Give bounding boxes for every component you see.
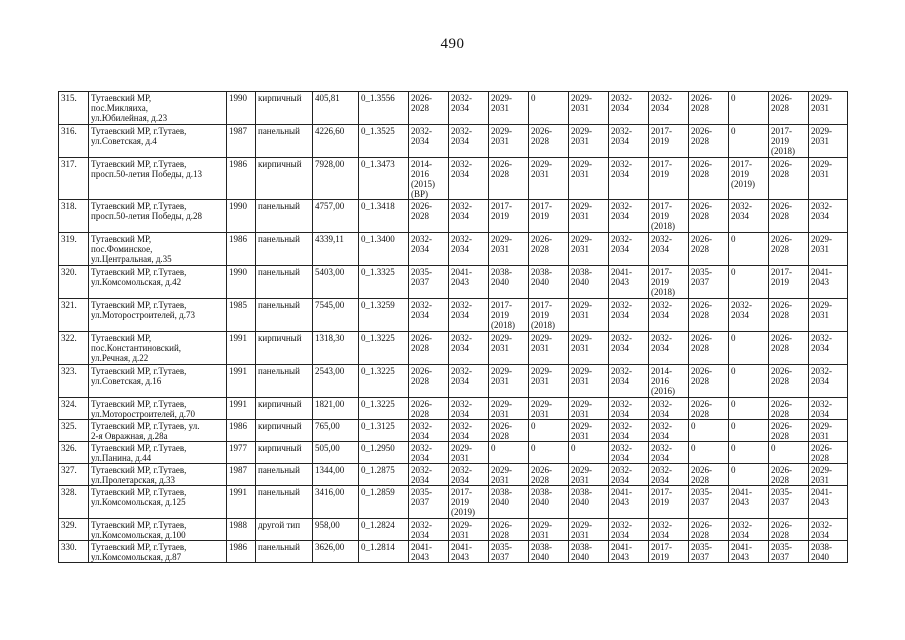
table-row (59, 420, 848, 442)
cell-period-2: 2032- 2034 (449, 158, 489, 200)
cell-period-2: 2032- 2034 (449, 365, 489, 398)
cell-period-6: 2032- 2034 (609, 332, 649, 365)
cell-period-9: 0 (729, 332, 769, 365)
cell-wall-type: кирпичный (256, 92, 313, 125)
cell-period-11: 2029- 2031 (809, 158, 848, 200)
cell-code: 0_1.3325 (359, 266, 409, 299)
cell-row-number: 317. (59, 158, 89, 200)
cell-address: Тутаевский МР, г.Тутаев, ул.Комсомольская, д.42 (89, 266, 227, 299)
cell-period-5: 0 (569, 442, 609, 464)
cell-address: Тутаевский МР, г.Тутаев, ул.Моторостроителей, д.73 (89, 299, 227, 332)
cell-period-2: 2032- 2034 (449, 233, 489, 266)
cell-period-2: 2032- 2034 (449, 464, 489, 486)
cell-period-6: 2032- 2034 (609, 200, 649, 233)
cell-area: 5403,00 (313, 266, 359, 299)
cell-row-number: 320. (59, 266, 89, 299)
cell-wall-type: панельный (256, 233, 313, 266)
cell-period-5: 2029- 2031 (569, 365, 609, 398)
cell-period-7: 2032- 2034 (649, 299, 689, 332)
cell-period-8: 2026- 2028 (689, 365, 729, 398)
cell-code: 0_1.3556 (359, 92, 409, 125)
cell-period-2: 2029- 2031 (449, 519, 489, 541)
cell-period-11: 2026- 2028 (809, 442, 848, 464)
cell-period-4: 2029- 2031 (529, 332, 569, 365)
cell-code: 0_1.3418 (359, 200, 409, 233)
cell-period-7: 2017- 2019 (2018) (649, 266, 689, 299)
cell-period-4: 0 (529, 442, 569, 464)
cell-period-8: 2026- 2028 (689, 464, 729, 486)
cell-period-8: 2026- 2028 (689, 299, 729, 332)
cell-period-4: 2029- 2031 (529, 365, 569, 398)
cell-period-11: 2032- 2034 (809, 332, 848, 365)
cell-wall-type: кирпичный (256, 158, 313, 200)
cell-row-number: 324. (59, 398, 89, 420)
cell-period-3: 2035- 2037 (489, 541, 529, 563)
cell-row-number: 322. (59, 332, 89, 365)
cell-period-2: 2041- 2043 (449, 266, 489, 299)
cell-period-4: 2026- 2028 (529, 464, 569, 486)
cell-period-1: 2026- 2028 (409, 332, 449, 365)
cell-wall-type: панельный (256, 200, 313, 233)
cell-period-8: 2026- 2028 (689, 233, 729, 266)
cell-year: 1990 (227, 92, 256, 125)
cell-period-10: 2026- 2028 (769, 92, 809, 125)
cell-area: 3416,00 (313, 486, 359, 519)
table-row (59, 233, 848, 266)
cell-period-2: 2032- 2034 (449, 420, 489, 442)
cell-period-6: 2032- 2034 (609, 519, 649, 541)
cell-period-10: 2026- 2028 (769, 299, 809, 332)
cell-period-1: 2041- 2043 (409, 541, 449, 563)
cell-period-8: 2026- 2028 (689, 398, 729, 420)
cell-period-8: 2026- 2028 (689, 125, 729, 158)
cell-row-number: 315. (59, 92, 89, 125)
cell-period-6: 2032- 2034 (609, 299, 649, 332)
cell-period-2: 2032- 2034 (449, 200, 489, 233)
cell-area: 765,00 (313, 420, 359, 442)
cell-period-4: 2038- 2040 (529, 266, 569, 299)
cell-period-9: 2041- 2043 (729, 541, 769, 563)
cell-code: 0_1.3125 (359, 420, 409, 442)
cell-period-3: 2029- 2031 (489, 365, 529, 398)
cell-period-9: 2032- 2034 (729, 299, 769, 332)
cell-area: 7928,00 (313, 158, 359, 200)
cell-period-5: 2029- 2031 (569, 158, 609, 200)
cell-wall-type: кирпичный (256, 420, 313, 442)
cell-period-4: 0 (529, 420, 569, 442)
cell-period-5: 2029- 2031 (569, 398, 609, 420)
cell-wall-type: кирпичный (256, 398, 313, 420)
cell-period-9: 0 (729, 398, 769, 420)
cell-address: Тутаевский МР, пос.Константиновский, ул.Речная, д.22 (89, 332, 227, 365)
cell-row-number: 325. (59, 420, 89, 442)
cell-period-3: 2026- 2028 (489, 519, 529, 541)
cell-period-6: 2041- 2043 (609, 266, 649, 299)
cell-code: 0_1.2950 (359, 442, 409, 464)
cell-wall-type: панельный (256, 365, 313, 398)
cell-period-1: 2035- 2037 (409, 486, 449, 519)
cell-period-9: 2017- 2019 (2019) (729, 158, 769, 200)
cell-period-4: 2029- 2031 (529, 398, 569, 420)
table-body (59, 92, 848, 563)
cell-area: 4339,11 (313, 233, 359, 266)
cell-period-1: 2032- 2034 (409, 125, 449, 158)
cell-period-11: 2032- 2034 (809, 365, 848, 398)
cell-period-1: 2026- 2028 (409, 200, 449, 233)
cell-period-1: 2026- 2028 (409, 365, 449, 398)
table-row (59, 486, 848, 519)
cell-area: 4757,00 (313, 200, 359, 233)
cell-period-11: 2029- 2031 (809, 233, 848, 266)
cell-period-10: 2035- 2037 (769, 541, 809, 563)
cell-row-number: 329. (59, 519, 89, 541)
cell-address: Тутаевский МР, пос.Фоминское, ул.Центральная, д.35 (89, 233, 227, 266)
cell-area: 1344,00 (313, 464, 359, 486)
cell-period-6: 2032- 2034 (609, 398, 649, 420)
cell-period-1: 2014- 2016 (2015) (ВР) (409, 158, 449, 200)
cell-wall-type: кирпичный (256, 332, 313, 365)
cell-period-11: 2032- 2034 (809, 398, 848, 420)
cell-period-2: 2017- 2019 (2019) (449, 486, 489, 519)
cell-period-3: 0 (489, 442, 529, 464)
cell-period-10: 2017- 2019 (2018) (769, 125, 809, 158)
cell-period-1: 2035- 2037 (409, 266, 449, 299)
cell-year: 1991 (227, 398, 256, 420)
cell-period-6: 2032- 2034 (609, 233, 649, 266)
cell-period-4: 2038- 2040 (529, 486, 569, 519)
cell-code: 0_1.3525 (359, 125, 409, 158)
cell-period-3: 2029- 2031 (489, 92, 529, 125)
cell-year: 1987 (227, 464, 256, 486)
cell-code: 0_1.3400 (359, 233, 409, 266)
page-number: 490 (440, 36, 465, 52)
cell-period-9: 0 (729, 266, 769, 299)
cell-row-number: 326. (59, 442, 89, 464)
table-row (59, 519, 848, 541)
cell-period-10: 2026- 2028 (769, 519, 809, 541)
cell-wall-type: панельный (256, 541, 313, 563)
cell-row-number: 328. (59, 486, 89, 519)
table-row (59, 299, 848, 332)
cell-period-2: 2032- 2034 (449, 299, 489, 332)
cell-address: Тутаевский МР, пос.Микляиха, ул.Юбилейная, д.23 (89, 92, 227, 125)
cell-area: 4226,60 (313, 125, 359, 158)
cell-period-1: 2032- 2034 (409, 299, 449, 332)
cell-area: 505,00 (313, 442, 359, 464)
cell-period-4: 0 (529, 92, 569, 125)
houses-table (58, 91, 848, 563)
cell-address: Тутаевский МР, г.Тутаев, просп.50-летия Победы, д.28 (89, 200, 227, 233)
cell-period-10: 2035- 2037 (769, 486, 809, 519)
cell-period-5: 2038- 2040 (569, 266, 609, 299)
cell-period-6: 2032- 2034 (609, 464, 649, 486)
cell-year: 1990 (227, 200, 256, 233)
cell-period-4: 2029- 2031 (529, 519, 569, 541)
cell-period-8: 2026- 2028 (689, 200, 729, 233)
cell-period-3: 2017- 2019 (489, 200, 529, 233)
cell-period-7: 2017- 2019 (649, 125, 689, 158)
cell-period-11: 2038- 2040 (809, 541, 848, 563)
cell-period-3: 2029- 2031 (489, 233, 529, 266)
cell-code: 0_1.2875 (359, 464, 409, 486)
cell-year: 1986 (227, 420, 256, 442)
cell-period-2: 2032- 2034 (449, 92, 489, 125)
cell-row-number: 330. (59, 541, 89, 563)
cell-period-9: 0 (729, 92, 769, 125)
cell-period-5: 2029- 2031 (569, 332, 609, 365)
cell-period-10: 2026- 2028 (769, 464, 809, 486)
cell-period-7: 2017- 2019 (2018) (649, 200, 689, 233)
cell-period-5: 2029- 2031 (569, 519, 609, 541)
cell-period-5: 2029- 2031 (569, 92, 609, 125)
cell-period-11: 2029- 2031 (809, 420, 848, 442)
cell-wall-type: панельный (256, 299, 313, 332)
cell-period-4: 2017- 2019 (2018) (529, 299, 569, 332)
cell-period-8: 2035- 2037 (689, 266, 729, 299)
cell-period-1: 2032- 2034 (409, 464, 449, 486)
cell-area: 7545,00 (313, 299, 359, 332)
cell-period-4: 2026- 2028 (529, 125, 569, 158)
cell-period-9: 0 (729, 442, 769, 464)
cell-period-8: 2026- 2028 (689, 332, 729, 365)
cell-period-3: 2029- 2031 (489, 125, 529, 158)
cell-period-1: 2026- 2028 (409, 92, 449, 125)
cell-period-3: 2026- 2028 (489, 158, 529, 200)
cell-period-4: 2038- 2040 (529, 541, 569, 563)
table-row (59, 442, 848, 464)
cell-code: 0_1.3259 (359, 299, 409, 332)
cell-wall-type: панельный (256, 125, 313, 158)
cell-address: Тутаевский МР, г.Тутаев, ул.Советская, д.16 (89, 365, 227, 398)
cell-period-10: 2026- 2028 (769, 200, 809, 233)
cell-period-10: 2026- 2028 (769, 420, 809, 442)
cell-period-5: 2029- 2031 (569, 299, 609, 332)
cell-period-5: 2038- 2040 (569, 486, 609, 519)
cell-row-number: 327. (59, 464, 89, 486)
cell-code: 0_1.3225 (359, 332, 409, 365)
cell-period-6: 2032- 2034 (609, 92, 649, 125)
cell-period-2: 2032- 2034 (449, 332, 489, 365)
cell-year: 1986 (227, 233, 256, 266)
cell-period-9: 0 (729, 125, 769, 158)
cell-period-10: 2026- 2028 (769, 365, 809, 398)
cell-wall-type: панельный (256, 464, 313, 486)
cell-period-5: 2038- 2040 (569, 541, 609, 563)
cell-row-number: 321. (59, 299, 89, 332)
cell-period-5: 2029- 2031 (569, 464, 609, 486)
table-row (59, 200, 848, 233)
table-row (59, 332, 848, 365)
cell-row-number: 316. (59, 125, 89, 158)
cell-address: Тутаевский МР, г.Тутаев, ул.Пролетарская, д.33 (89, 464, 227, 486)
cell-period-8: 2026- 2028 (689, 519, 729, 541)
cell-period-3: 2038- 2040 (489, 266, 529, 299)
cell-period-6: 2032- 2034 (609, 125, 649, 158)
cell-period-4: 2029- 2031 (529, 158, 569, 200)
cell-period-1: 2032- 2034 (409, 233, 449, 266)
cell-area: 1821,00 (313, 398, 359, 420)
cell-period-4: 2026- 2028 (529, 233, 569, 266)
cell-period-7: 2017- 2019 (649, 158, 689, 200)
cell-period-8: 2035- 2037 (689, 486, 729, 519)
table-row (59, 365, 848, 398)
table-row (59, 464, 848, 486)
cell-address: Тутаевский МР, г.Тутаев, ул.Комсомольская, д.125 (89, 486, 227, 519)
cell-address: Тутаевский МР, г.Тутаев, ул.Комсомольская, д.100 (89, 519, 227, 541)
cell-period-7: 2032- 2034 (649, 233, 689, 266)
cell-address: Тутаевский МР, г.Тутаев, просп.50-летия Победы, д.13 (89, 158, 227, 200)
cell-year: 1991 (227, 332, 256, 365)
cell-period-2: 2032- 2034 (449, 125, 489, 158)
cell-period-3: 2017- 2019 (2018) (489, 299, 529, 332)
table-row (59, 541, 848, 563)
cell-period-11: 2029- 2031 (809, 125, 848, 158)
cell-period-9: 2032- 2034 (729, 519, 769, 541)
cell-period-3: 2029- 2031 (489, 332, 529, 365)
cell-period-11: 2041- 2043 (809, 486, 848, 519)
cell-wall-type: кирпичный (256, 442, 313, 464)
cell-area: 3626,00 (313, 541, 359, 563)
cell-code: 0_1.2859 (359, 486, 409, 519)
cell-period-11: 2032- 2034 (809, 200, 848, 233)
cell-address: Тутаевский МР, г.Тутаев, ул.Комсомольская, д.87 (89, 541, 227, 563)
cell-year: 1991 (227, 486, 256, 519)
cell-period-8: 0 (689, 442, 729, 464)
cell-year: 1990 (227, 266, 256, 299)
cell-address: Тутаевский МР, г.Тутаев, ул. 2-я Овражная, д.28а (89, 420, 227, 442)
cell-period-8: 2026- 2028 (689, 158, 729, 200)
cell-period-9: 0 (729, 464, 769, 486)
cell-year: 1988 (227, 519, 256, 541)
cell-period-7: 2017- 2019 (649, 486, 689, 519)
cell-period-10: 2026- 2028 (769, 233, 809, 266)
cell-year: 1977 (227, 442, 256, 464)
cell-period-6: 2032- 2034 (609, 158, 649, 200)
cell-period-2: 2041- 2043 (449, 541, 489, 563)
cell-period-8: 2026- 2028 (689, 92, 729, 125)
table-row (59, 398, 848, 420)
cell-period-7: 2014- 2016 (2016) (649, 365, 689, 398)
cell-code: 0_1.3473 (359, 158, 409, 200)
cell-period-7: 2032- 2034 (649, 398, 689, 420)
table-row (59, 92, 848, 125)
cell-period-10: 2026- 2028 (769, 398, 809, 420)
cell-period-1: 2032- 2034 (409, 519, 449, 541)
cell-period-8: 2035- 2037 (689, 541, 729, 563)
cell-period-7: 2032- 2034 (649, 92, 689, 125)
cell-period-11: 2029- 2031 (809, 92, 848, 125)
cell-period-6: 2032- 2034 (609, 442, 649, 464)
cell-address: Тутаевский МР, г.Тутаев, ул.Моторостроителей, д.70 (89, 398, 227, 420)
cell-period-1: 2032- 2034 (409, 420, 449, 442)
cell-wall-type: панельный (256, 266, 313, 299)
cell-period-7: 2032- 2034 (649, 332, 689, 365)
cell-period-3: 2029- 2031 (489, 398, 529, 420)
cell-year: 1986 (227, 158, 256, 200)
cell-period-3: 2026- 2028 (489, 420, 529, 442)
cell-area: 1318,30 (313, 332, 359, 365)
cell-period-10: 2026- 2028 (769, 158, 809, 200)
cell-period-9: 2032- 2034 (729, 200, 769, 233)
cell-period-9: 0 (729, 365, 769, 398)
cell-address: Тутаевский МР, г.Тутаев, ул.Советская, д.4 (89, 125, 227, 158)
cell-address: Тутаевский МР, г.Тутаев, ул.Панина, д.44 (89, 442, 227, 464)
cell-row-number: 323. (59, 365, 89, 398)
cell-period-7: 2032- 2034 (649, 464, 689, 486)
cell-row-number: 319. (59, 233, 89, 266)
cell-period-7: 2032- 2034 (649, 420, 689, 442)
cell-period-2: 2029- 2031 (449, 442, 489, 464)
cell-row-number: 318. (59, 200, 89, 233)
cell-code: 0_1.2814 (359, 541, 409, 563)
cell-period-5: 2029- 2031 (569, 233, 609, 266)
cell-period-6: 2032- 2034 (609, 365, 649, 398)
cell-period-9: 0 (729, 233, 769, 266)
cell-area: 405,81 (313, 92, 359, 125)
cell-period-10: 2026- 2028 (769, 332, 809, 365)
cell-code: 0_1.3225 (359, 398, 409, 420)
cell-period-6: 2041- 2043 (609, 541, 649, 563)
cell-area: 958,00 (313, 519, 359, 541)
cell-code: 0_1.2824 (359, 519, 409, 541)
cell-period-6: 2041- 2043 (609, 486, 649, 519)
cell-period-7: 2017- 2019 (649, 541, 689, 563)
cell-period-6: 2032- 2034 (609, 420, 649, 442)
cell-period-7: 2032- 2034 (649, 519, 689, 541)
cell-period-11: 2041- 2043 (809, 266, 848, 299)
cell-period-8: 0 (689, 420, 729, 442)
cell-period-5: 2029- 2031 (569, 200, 609, 233)
cell-year: 1985 (227, 299, 256, 332)
cell-wall-type: другой тип (256, 519, 313, 541)
table-row (59, 125, 848, 158)
table-row (59, 266, 848, 299)
cell-period-10: 0 (769, 442, 809, 464)
table-row (59, 158, 848, 200)
cell-wall-type: панельный (256, 486, 313, 519)
cell-period-11: 2029- 2031 (809, 464, 848, 486)
cell-period-9: 0 (729, 420, 769, 442)
cell-period-3: 2038- 2040 (489, 486, 529, 519)
cell-period-4: 2017- 2019 (529, 200, 569, 233)
cell-period-9: 2041- 2043 (729, 486, 769, 519)
cell-period-11: 2029- 2031 (809, 299, 848, 332)
cell-year: 1987 (227, 125, 256, 158)
cell-period-10: 2017- 2019 (769, 266, 809, 299)
cell-period-3: 2029- 2031 (489, 464, 529, 486)
cell-period-2: 2032- 2034 (449, 398, 489, 420)
cell-year: 1986 (227, 541, 256, 563)
cell-year: 1991 (227, 365, 256, 398)
cell-period-11: 2032- 2034 (809, 519, 848, 541)
cell-code: 0_1.3225 (359, 365, 409, 398)
cell-period-7: 2032- 2034 (649, 442, 689, 464)
cell-period-1: 2032- 2034 (409, 442, 449, 464)
cell-period-5: 2029- 2031 (569, 125, 609, 158)
cell-period-1: 2026- 2028 (409, 398, 449, 420)
cell-area: 2543,00 (313, 365, 359, 398)
cell-period-5: 2029- 2031 (569, 420, 609, 442)
